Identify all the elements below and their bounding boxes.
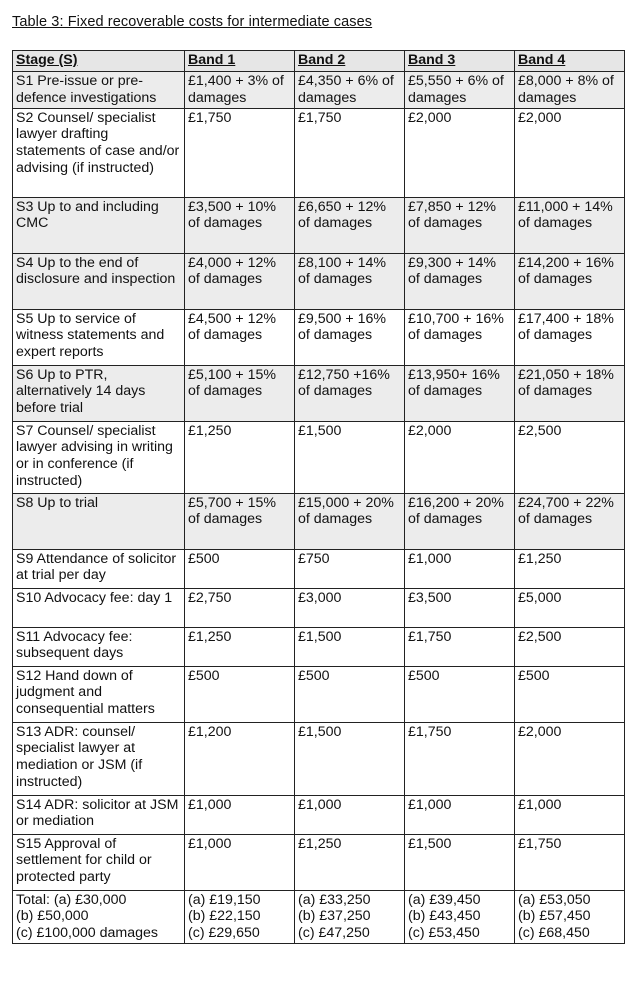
- table-row: [13, 365, 625, 421]
- table-row: [13, 197, 625, 253]
- band-3-cell: £7,850 + 12% of damages: [405, 197, 515, 253]
- band-4-cell: £1,000: [515, 795, 625, 834]
- band-3-cell: £1,750: [405, 722, 515, 795]
- band-4-cell: £2,000: [515, 108, 625, 197]
- total-line: (b) £57,450: [518, 908, 591, 925]
- band-2-cell: £12,750 +16% of damages: [295, 365, 405, 421]
- table-row: [13, 834, 625, 890]
- stage-cell: S8 Up to trial: [13, 493, 185, 549]
- band-1-cell: £2,750: [185, 588, 295, 627]
- total-line: (b) £50,000: [16, 908, 89, 925]
- band-3-cell: £9,300 + 14% of damages: [405, 253, 515, 309]
- stage-cell: S13 ADR: counsel/ specialist lawyer at mediation or JSM (if instructed): [13, 722, 185, 795]
- band-4-cell: £1,750: [515, 834, 625, 890]
- band-3-cell: £500: [405, 666, 515, 722]
- header-band-3: Band 3: [405, 51, 515, 72]
- band-1-cell: £1,000: [185, 795, 295, 834]
- band-1-cell: £1,200: [185, 722, 295, 795]
- total-line: (b) £37,250: [298, 908, 371, 925]
- band-2-cell: £4,350 + 6% of damages: [295, 72, 405, 109]
- band-3-cell: £1,500: [405, 834, 515, 890]
- band-1-cell: £5,100 + 15% of damages: [185, 365, 295, 421]
- band-2-cell: £1,250: [295, 834, 405, 890]
- band-2-cell: £1,750: [295, 108, 405, 197]
- stage-cell: S6 Up to PTR, alternatively 14 days before trial: [13, 365, 185, 421]
- stage-cell: S10 Advocacy fee: day 1: [13, 588, 185, 627]
- table-caption: Table 3: Fixed recoverable costs for intermediate cases: [12, 14, 373, 30]
- band-2-cell: £500: [295, 666, 405, 722]
- band-4-cell: £2,000: [515, 722, 625, 795]
- table-row: [13, 421, 625, 493]
- band-4-cell: £8,000 + 8% of damages: [515, 72, 625, 109]
- band-3-cell: £13,950+ 16% of damages: [405, 365, 515, 421]
- band-2-cell: £1,500: [295, 722, 405, 795]
- total-line: (c) £68,450: [518, 925, 590, 942]
- total-line: (a) £33,250: [298, 891, 371, 908]
- band-4-cell: £500: [515, 666, 625, 722]
- total-band-1-cell: [185, 890, 295, 943]
- header-band-2: Band 2: [295, 51, 405, 72]
- header-band-1: Band 1: [185, 51, 295, 72]
- band-3-cell: £2,000: [405, 421, 515, 493]
- band-4-cell: £14,200 + 16% of damages: [515, 253, 625, 309]
- total-band-4-cell: [515, 890, 625, 943]
- band-4-cell: £2,500: [515, 421, 625, 493]
- total-line: (c) £100,000 damages: [16, 925, 158, 942]
- fixed-costs-table: [12, 50, 625, 944]
- band-3-cell: £5,550 + 6% of damages: [405, 72, 515, 109]
- band-2-cell: £15,000 + 20% of damages: [295, 493, 405, 549]
- band-1-cell: £1,750: [185, 108, 295, 197]
- stage-cell: S2 Counsel/ specialist lawyer drafting statements of case and/or advising (if instructed): [13, 108, 185, 197]
- band-4-cell: £1,250: [515, 549, 625, 588]
- stage-cell: S9 Attendance of solicitor at trial per day: [13, 549, 185, 588]
- band-1-cell: £4,500 + 12% of damages: [185, 309, 295, 365]
- band-2-cell: £3,000: [295, 588, 405, 627]
- stage-cell: S5 Up to service of witness statements and expert reports: [13, 309, 185, 365]
- band-1-cell: £500: [185, 666, 295, 722]
- band-4-cell: £21,050 + 18% of damages: [515, 365, 625, 421]
- total-line: (a) £53,050: [518, 891, 591, 908]
- band-1-cell: £5,700 + 15% of damages: [185, 493, 295, 549]
- band-3-cell: £2,000: [405, 108, 515, 197]
- band-2-cell: £1,500: [295, 421, 405, 493]
- stage-cell: S15 Approval of settlement for child or protected party: [13, 834, 185, 890]
- band-1-cell: £4,000 + 12% of damages: [185, 253, 295, 309]
- stage-cell: S14 ADR: solicitor at JSM or mediation: [13, 795, 185, 834]
- table-row: [13, 72, 625, 109]
- stage-cell: S12 Hand down of judgment and consequential matters: [13, 666, 185, 722]
- stage-cell: S1 Pre-issue or pre-defence investigations: [13, 72, 185, 109]
- header-stage: Stage (S): [13, 51, 185, 72]
- table-row: [13, 722, 625, 795]
- total-line: (b) £43,450: [408, 908, 481, 925]
- band-3-cell: £10,700 + 16% of damages: [405, 309, 515, 365]
- band-2-cell: £750: [295, 549, 405, 588]
- total-row: [13, 890, 625, 943]
- stage-cell: S3 Up to and including CMC: [13, 197, 185, 253]
- table-row: [13, 666, 625, 722]
- table-row: [13, 108, 625, 197]
- header-band-4: Band 4: [515, 51, 625, 72]
- stage-cell: S7 Counsel/ specialist lawyer advising in writing or in conference (if instructed): [13, 421, 185, 493]
- band-3-cell: £3,500: [405, 588, 515, 627]
- band-2-cell: £6,650 + 12% of damages: [295, 197, 405, 253]
- band-1-cell: £1,000: [185, 834, 295, 890]
- table-row: [13, 588, 625, 627]
- total-line: (c) £53,450: [408, 925, 480, 942]
- header-row: [13, 51, 625, 72]
- band-3-cell: £1,750: [405, 627, 515, 666]
- band-2-cell: £1,000: [295, 795, 405, 834]
- total-line: (c) £47,250: [298, 925, 370, 942]
- total-stage-cell: [13, 890, 185, 943]
- band-3-cell: £1,000: [405, 795, 515, 834]
- total-line: Total: (a) £30,000: [16, 891, 127, 908]
- band-1-cell: £1,400 + 3% of damages: [185, 72, 295, 109]
- band-1-cell: £1,250: [185, 627, 295, 666]
- total-band-2-cell: [295, 890, 405, 943]
- band-3-cell: £1,000: [405, 549, 515, 588]
- band-2-cell: £9,500 + 16% of damages: [295, 309, 405, 365]
- band-1-cell: £3,500 + 10% of damages: [185, 197, 295, 253]
- table-row: [13, 549, 625, 588]
- total-line: (c) £29,650: [188, 925, 260, 942]
- table-row: [13, 627, 625, 666]
- band-4-cell: £17,400 + 18% of damages: [515, 309, 625, 365]
- stage-cell: S4 Up to the end of disclosure and inspection: [13, 253, 185, 309]
- band-3-cell: £16,200 + 20% of damages: [405, 493, 515, 549]
- band-4-cell: £24,700 + 22% of damages: [515, 493, 625, 549]
- stage-cell: S11 Advocacy fee: subsequent days: [13, 627, 185, 666]
- band-1-cell: £1,250: [185, 421, 295, 493]
- table-row: [13, 309, 625, 365]
- table-row: [13, 253, 625, 309]
- band-4-cell: £11,000 + 14% of damages: [515, 197, 625, 253]
- band-1-cell: £500: [185, 549, 295, 588]
- total-band-3-cell: [405, 890, 515, 943]
- table-row: [13, 493, 625, 549]
- total-line: (a) £39,450: [408, 891, 481, 908]
- total-line: (a) £19,150: [188, 891, 261, 908]
- band-4-cell: £5,000: [515, 588, 625, 627]
- total-line: (b) £22,150: [188, 908, 261, 925]
- table-row: [13, 795, 625, 834]
- band-2-cell: £8,100 + 14% of damages: [295, 253, 405, 309]
- band-2-cell: £1,500: [295, 627, 405, 666]
- band-4-cell: £2,500: [515, 627, 625, 666]
